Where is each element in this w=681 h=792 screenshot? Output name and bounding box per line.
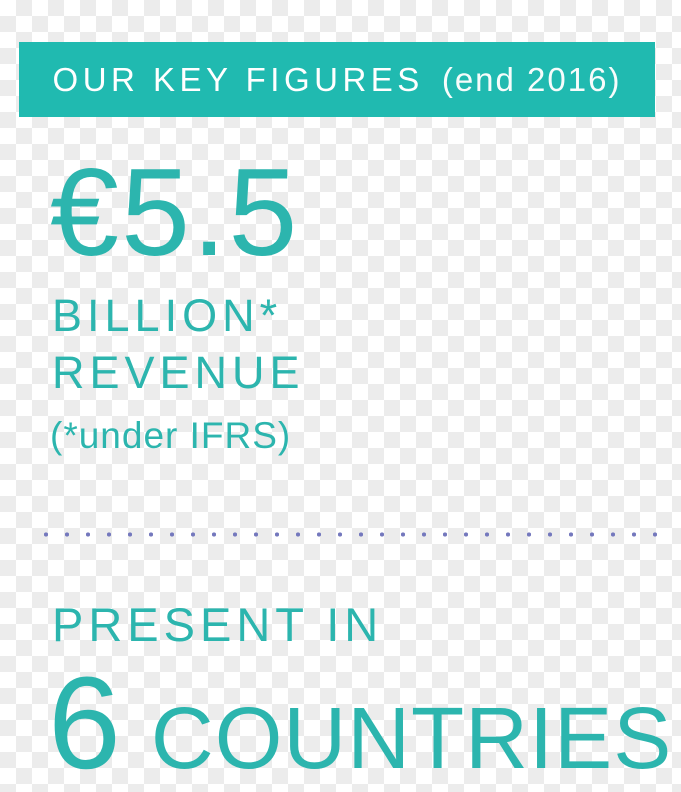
dotted-divider bbox=[42, 530, 659, 539]
revenue-footnote: (*under IFRS) bbox=[50, 415, 292, 456]
presence-count-line bbox=[48, 649, 673, 792]
revenue-unit: BILLION* bbox=[52, 290, 283, 341]
presence-prefix: PRESENT IN bbox=[52, 598, 384, 651]
banner-subtitle: (end 2016) bbox=[441, 60, 622, 98]
banner-title: OUR KEY FIGURES bbox=[52, 60, 424, 98]
key-figures-banner bbox=[19, 42, 655, 117]
revenue-label: REVENUE bbox=[52, 347, 305, 398]
revenue-amount: €5.5 bbox=[50, 144, 300, 282]
countries-count: 6 bbox=[48, 649, 121, 792]
countries-label: COUNTRIES bbox=[150, 690, 673, 787]
